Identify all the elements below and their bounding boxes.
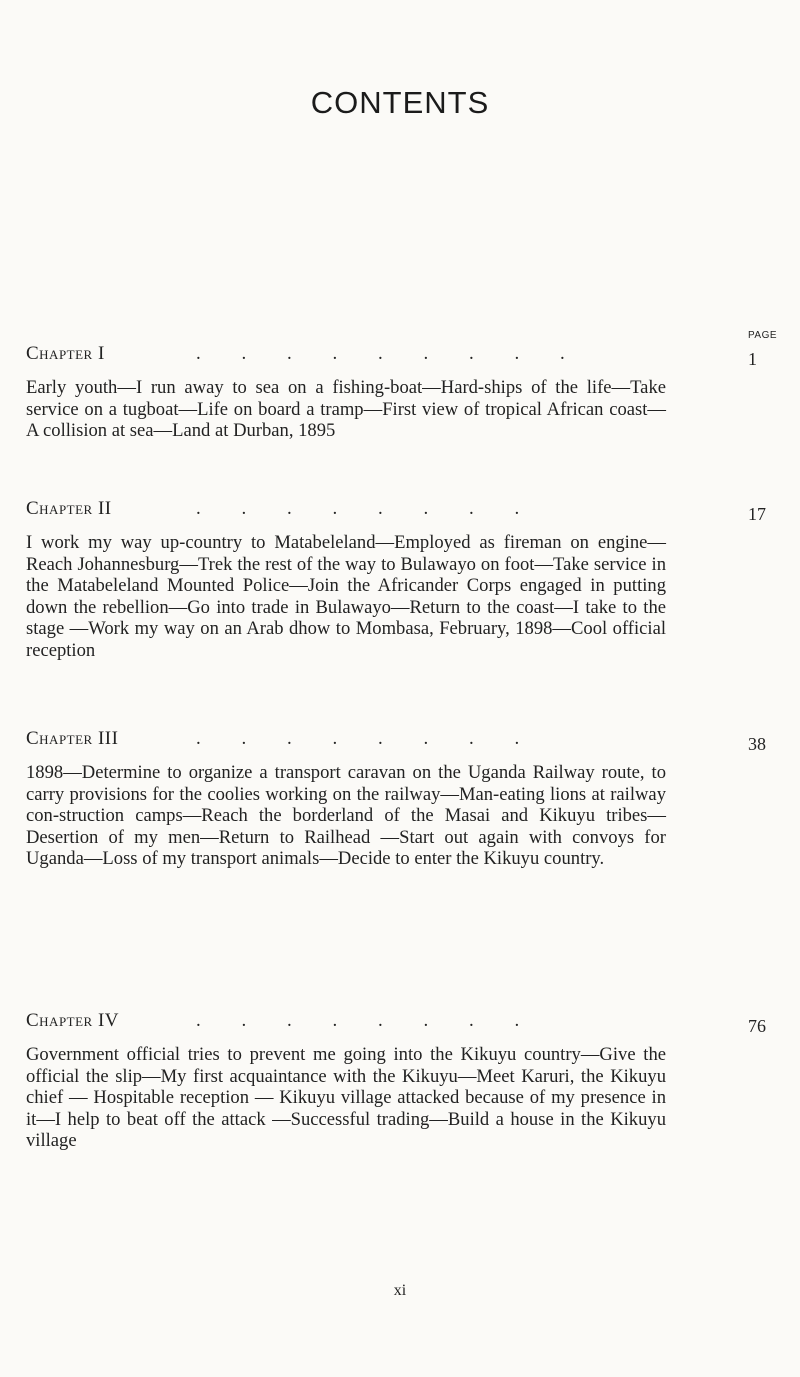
- chapter-page-number: 1: [748, 349, 757, 369]
- chapter-heading: [26, 728, 766, 754]
- chapter-summary: I work my way up-country to Matabeleland—Employed as fireman on engine—Reach Johannesburg—Trek the rest of the way to Bulawayo on foot—Take service in the Matabeleland Mounted Police—Join the Africander Corps engaged in putting down the rebellion—Go into trade in Bulawayo—Return to the coast—I take to the stage —Work my way on an Arab dhow to Mombasa, February, 1898—Cool official reception: [26, 532, 666, 661]
- leader-dots: . . . . . . . .: [196, 498, 538, 519]
- page-folio: xi: [393, 1282, 407, 1299]
- chapter-label: Chapter II: [26, 498, 112, 519]
- chapter-page-number: 76: [748, 1016, 766, 1036]
- page-column-label: PAGE: [748, 330, 778, 341]
- leader-dots: . . . . . . . .: [196, 1010, 538, 1031]
- chapter-entry: [26, 728, 766, 870]
- chapter-label: Chapter IV: [26, 1010, 120, 1031]
- chapter-entry: [26, 343, 756, 442]
- chapter-heading: [26, 1010, 766, 1036]
- chapter-entry: [26, 1010, 766, 1152]
- chapter-summary: 1898—Determine to organize a transport caravan on the Uganda Railway route, to carry provisions for the coolies working on the railway—Man-eating lions at railway con-struction camps—Reach the borderland of the Masai and Kikuyu tribes—Desertion of my men—Return to Railhead —Start out again with convoys for Uganda—Loss of my transport animals—Decide to enter the Kikuyu country.: [26, 762, 666, 870]
- chapter-entry: [26, 498, 766, 662]
- leader-dots: . . . . . . . .: [196, 728, 538, 749]
- chapter-summary: Early youth—I run away to sea on a fishing-boat—Hard-ships of the life—Take service on a tugboat—Life on board a tramp—First view of tropical African coast—A collision at sea—Land at Durban, 1895: [26, 377, 666, 442]
- chapter-page-number: 38: [748, 734, 766, 754]
- leader-dots: . . . . . . . . .: [196, 343, 583, 364]
- chapter-summary: Government official tries to prevent me going into the Kikuyu country—Give the official the slip—My first acquaintance with the Kikuyu—Meet Karuri, the Kikuyu chief — Hospitable reception — Kikuyu village attacked because of my presence in it—I help to beat off the attack —Successful trading—Build a house in the Kikuyu village: [26, 1044, 666, 1152]
- page-title: CONTENTS: [310, 85, 490, 120]
- chapter-heading: [26, 498, 766, 524]
- chapter-label: Chapter I: [26, 343, 105, 364]
- chapter-label: Chapter III: [26, 728, 119, 749]
- chapter-heading: [26, 343, 756, 369]
- chapter-page-number: 17: [748, 504, 766, 524]
